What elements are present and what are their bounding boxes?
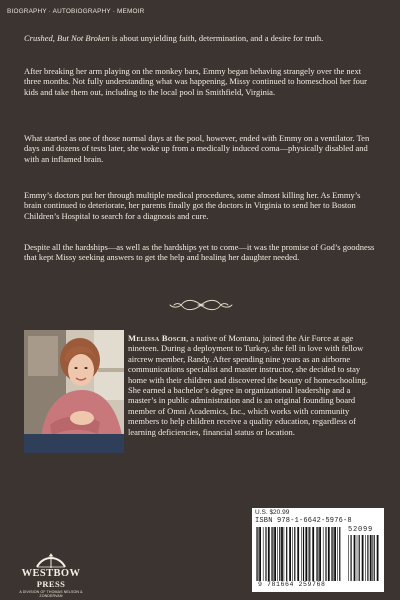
publisher-tagline: A DIVISION OF THOMAS NELSON & ZONDERVAN — [19, 590, 83, 599]
barcode-bar — [323, 527, 324, 581]
bow-arrow-icon — [33, 553, 69, 569]
author-name: Melissa Bosch — [128, 333, 187, 343]
book-title: Crushed, But Not Broken — [24, 33, 110, 43]
barcode-number: 9 781664 259768 — [258, 581, 326, 588]
barcode-bar — [334, 527, 336, 581]
barcode-bar — [354, 535, 356, 581]
price-addon-label: 52099 — [348, 526, 374, 534]
barcode-bar — [374, 535, 375, 581]
barcode-bar — [357, 535, 358, 581]
barcode-bar — [268, 527, 270, 581]
barcode-bar — [281, 527, 283, 581]
barcode-bar — [370, 535, 372, 581]
blurb-paragraph-2: After breaking her arm playing on the monkey bars, Emmy began behaving strangely over the next three months. Not fully understanding what was happening, Missy continued to homeschool her four kids and take them out, including to the local pool in Smithfield, Virginia. — [24, 66, 368, 97]
barcode-bar — [284, 527, 285, 581]
publisher-name-press-text: PRESS — [36, 579, 66, 589]
barcode-bar — [309, 527, 310, 581]
blurb-paragraph-4: Emmy’s doctors put her through multiple medical procedures, some almost killing her. As Emmy’s brain continued to deteriorate, her parents finally got the doctors in Virginia to send her to Boston Children’s Hospital to search for a diagnosis and cure. — [24, 190, 361, 221]
isbn-barcode — [255, 527, 343, 581]
barcode-bar — [365, 535, 366, 581]
barcode-bar — [286, 527, 287, 581]
barcode-bar — [359, 535, 360, 581]
barcode-bar — [316, 527, 317, 581]
barcode-bar — [339, 527, 340, 581]
barcode-bar — [372, 535, 373, 581]
barcode-bar — [348, 535, 349, 581]
barcode-bar — [328, 527, 330, 581]
photo-spacer — [24, 333, 128, 455]
blurb-paragraph-5: Despite all the hardships—as well as the hardships yet to come—it was the promise of God’s goodness that kept Missy seeking answers to get the help and healing her daughter needed. — [24, 242, 375, 263]
barcode-bar — [256, 527, 257, 581]
barcode-bar — [271, 527, 272, 581]
barcode-bar — [319, 527, 321, 581]
price-addon-barcode — [347, 535, 381, 581]
publisher-logo — [14, 553, 88, 599]
barcode-bar — [277, 527, 278, 581]
publisher-name-press — [37, 579, 65, 589]
barcode-bar — [351, 535, 352, 581]
barcode-bar — [294, 527, 295, 581]
barcode-bar — [308, 527, 309, 581]
flourish-divider-icon — [168, 297, 234, 313]
barcode-bar — [272, 527, 273, 581]
barcode-bar — [297, 527, 299, 581]
author-bio — [24, 333, 378, 455]
publisher-name-bow: BOW — [53, 568, 81, 579]
barcode-bar — [362, 535, 364, 581]
blurb-paragraph-1-text: is about unyielding faith, determination, and a desire for truth. — [109, 33, 324, 43]
isbn-label: ISBN 978-1-6642-5976-8 — [255, 517, 352, 525]
barcode-bar — [337, 527, 338, 581]
barcode-bar — [265, 527, 266, 581]
barcode-bar — [312, 527, 314, 581]
category-label: BIOGRAPHY · AUTOBIOGRAPHY · MEMOIR — [7, 8, 145, 15]
blurb-paragraph-1 — [24, 33, 378, 43]
barcode-bar — [257, 527, 258, 581]
author-bio-text: , a native of Montana, joined the Air Force at age nineteen. During a deployment to Turkey, she fell in love with fellow aircrew member, Randy. After spending nine years as an airborne communications specialist and master instructor, she decided to stay home with their children and discovered the beauty of homeschooling. She earned a bachelor’s degree in organizational leadership and a master’s in public administration and is an original founding board member of Omni Academics, Inc., which works with community members to help children receive a quality education, regardless of learning deficiencies, financial status or location. — [128, 333, 368, 437]
barcode-bar — [332, 527, 333, 581]
barcode-bar — [303, 527, 304, 581]
barcode-bar — [331, 527, 332, 581]
barcode-bar — [317, 527, 318, 581]
barcode-bar — [279, 527, 280, 581]
publisher-name — [14, 568, 88, 590]
blurb-paragraph-3: What started as one of those normal days at the pool, however, ended with Emmy on a ventilator. Ten days and dozens of tests later, she woke up from a medically induced coma—physically disabled and with an inflamed brain. — [24, 133, 370, 164]
barcode-bar — [289, 527, 291, 581]
barcode-bar — [367, 535, 368, 581]
barcode-bar — [263, 527, 264, 581]
barcode-bar — [301, 527, 302, 581]
barcode-bar — [259, 527, 261, 581]
publisher-name-west: WEST — [21, 568, 54, 579]
barcode-bar — [325, 527, 326, 581]
barcode-bar — [377, 535, 379, 581]
price-label: U.S. $20.99 — [255, 509, 290, 516]
barcode-bar — [292, 527, 293, 581]
barcode-bar — [274, 527, 276, 581]
barcode-bar — [305, 527, 307, 581]
